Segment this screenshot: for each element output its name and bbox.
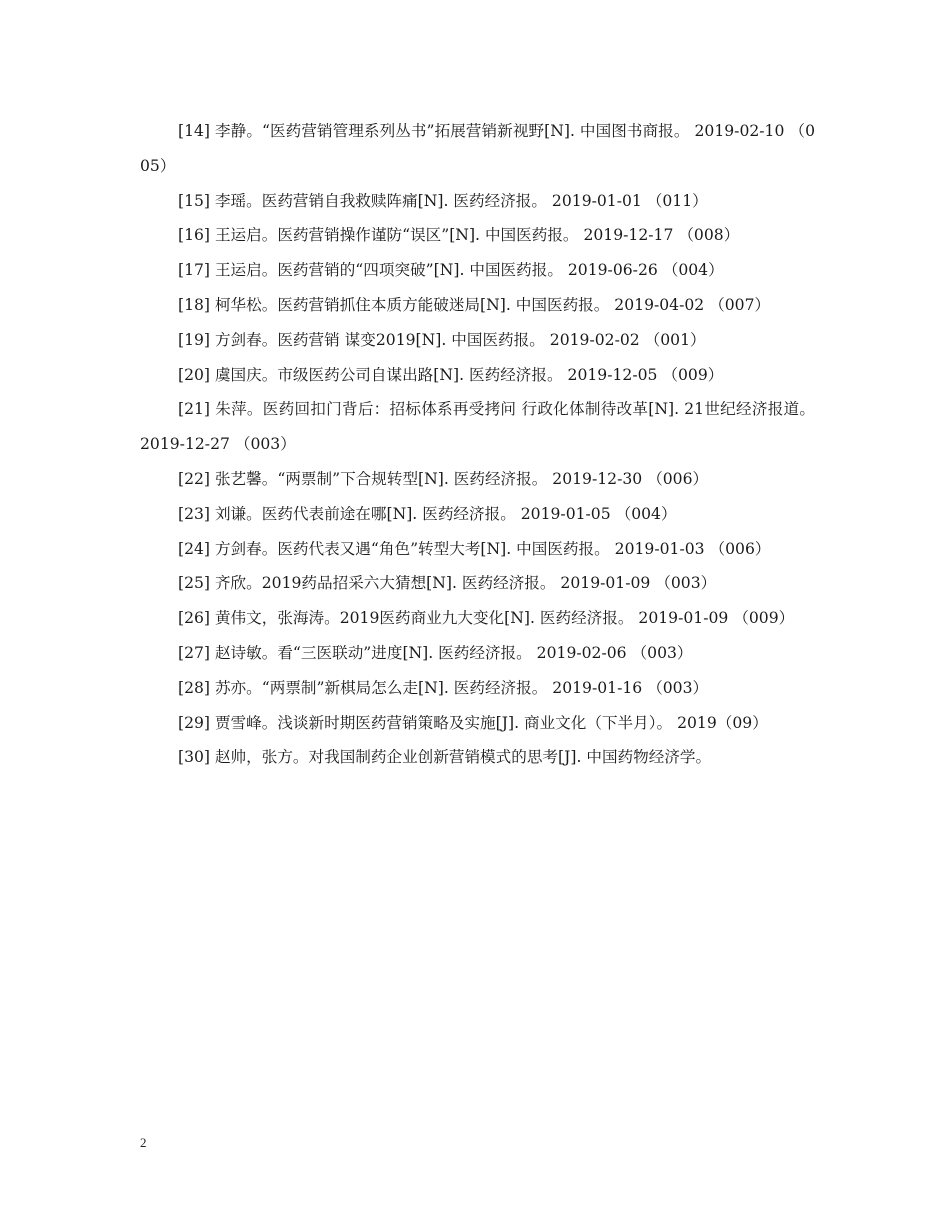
reference-16: [16] 王运启。医药营销操作谨防“误区”[N]. 中国医药报。 2019-12-17 （008） <box>178 226 740 245</box>
reference-29: [29] 贾雪峰。浅谈新时期医药营销策略及实施[J]. 商业文化（下半月）。 2019（09） <box>178 713 768 732</box>
reference-23: [23] 刘谦。医药代表前途在哪[N]. 医药经济报。 2019-01-05 （004） <box>178 504 677 523</box>
reference-22: [22] 张艺馨。“两票制”下合规转型[N]. 医药经济报。 2019-12-30 （006） <box>178 469 709 488</box>
reference-25: [25] 齐欣。2019药品招采六大猜想[N]. 医药经济报。 2019-01-09 （003） <box>178 574 717 593</box>
reference-28: [28] 苏亦。“两票制”新棋局怎么走[N]. 医药经济报。 2019-01-16 （003） <box>178 678 709 697</box>
reference-20: [20] 虞国庆。市级医药公司自谋出路[N]. 医药经济报。 2019-12-05 （009） <box>178 365 724 384</box>
reference-30: [30] 赵帅，张方。对我国制药企业创新营销模式的思考[J]. 中国药物经济学。 <box>178 748 712 767</box>
reference-19: [19] 方剑春。医药营销 谋变2019[N]. 中国医药报。 2019-02-02 （001） <box>178 330 706 349</box>
reference-18: [18] 柯华松。医药营销抓住本质方能破迷局[N]. 中国医药报。 2019-04-02 （007） <box>178 295 771 314</box>
reference-14: [14] 李静。“医药营销管理系列丛书”拓展营销新视野[N]. 中国图书商报。 2019-02-10 （005） <box>140 122 815 175</box>
page-number: 2 <box>140 1135 147 1150</box>
reference-list <box>140 114 815 775</box>
reference-17: [17] 王运启。医药营销的“四项突破”[N]. 中国医药报。 2019-06-26 （004） <box>178 261 724 280</box>
reference-24: [24] 方剑春。医药代表又遇“角色”转型大考[N]. 中国医药报。 2019-01-03 （006） <box>178 539 771 558</box>
reference-21: [21] 朱萍。医药回扣门背后：招标体系再受拷问 行政化体制待改革[N]. 21世纪经济报道。 2019-12-27 （003） <box>140 400 815 454</box>
reference-26: [26] 黄伟文，张海涛。2019医药商业九大变化[N]. 医药经济报。 2019-01-09 （009） <box>178 609 795 628</box>
reference-15: [15] 李瑶。医药营销自我救赎阵痛[N]. 医药经济报。 2019-01-01 （011） <box>178 191 708 210</box>
reference-27: [27] 赵诗敏。看“三医联动”进度[N]. 医药经济报。 2019-02-06 （003） <box>178 643 693 662</box>
